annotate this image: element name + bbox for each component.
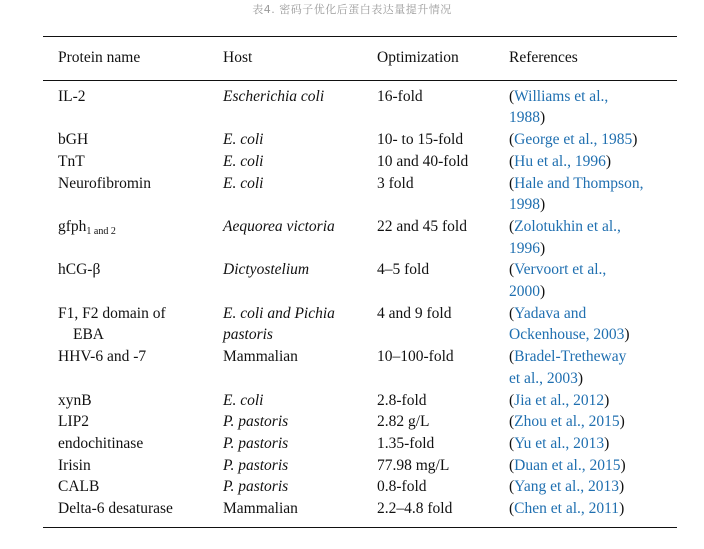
- reference-link[interactable]: Yadava and: [514, 304, 587, 322]
- protein-name-subscript: 1 and 2: [86, 225, 116, 237]
- open-paren: (: [509, 434, 515, 452]
- open-paren: (: [509, 217, 515, 235]
- open-paren: (: [509, 261, 515, 279]
- host-cell: [208, 303, 362, 346]
- reference-link[interactable]: 1988: [509, 109, 540, 127]
- table-row: [43, 476, 677, 498]
- open-paren: (: [509, 391, 515, 409]
- reference-cell: [494, 151, 677, 173]
- close-paren: ): [540, 239, 546, 257]
- reference-line: [509, 390, 677, 412]
- protein-name-text: Delta-6 desaturase: [58, 500, 173, 518]
- host-text: E. coli: [223, 131, 264, 149]
- protein-name-text: Neurofibromin: [58, 174, 151, 192]
- host-cell: [208, 173, 362, 216]
- table-row: [43, 151, 677, 173]
- reference-link[interactable]: Hu et al., 1996: [514, 152, 606, 170]
- reference-link[interactable]: Zhou et al., 2015: [514, 413, 620, 431]
- host-text: P. pastoris: [223, 434, 289, 452]
- protein-name-text: F1, F2 domain of: [58, 304, 166, 322]
- reference-link[interactable]: Yu et al., 2013: [514, 434, 605, 452]
- reference-link[interactable]: Yang et al., 2013: [514, 478, 619, 496]
- reference-cell: [494, 129, 677, 151]
- reference-link[interactable]: 1998: [509, 196, 540, 214]
- reference-link[interactable]: Bradel-Tretheway: [514, 348, 627, 366]
- host-cell: [208, 498, 362, 520]
- reference-cell: [494, 455, 677, 477]
- optimization-cell: 2.82 g/L: [377, 413, 430, 431]
- optimization-cell: 2.8-fold: [377, 391, 427, 409]
- reference-line: [509, 476, 677, 498]
- host-text: E. coli: [223, 152, 264, 170]
- reference-link[interactable]: 1996: [509, 239, 540, 257]
- reference-link[interactable]: George et al., 1985: [514, 131, 633, 149]
- close-paren: ): [619, 413, 625, 431]
- host-cell: [208, 216, 362, 259]
- protein-name-cell: [43, 173, 208, 216]
- protein-name-continuation: EBA: [73, 326, 104, 344]
- reference-cell: [494, 86, 677, 129]
- protein-name-cell: [43, 86, 208, 129]
- reference-line: [509, 281, 677, 303]
- host-cell: [208, 129, 362, 151]
- reference-link[interactable]: et al., 2003: [509, 369, 578, 387]
- header-optimization: Optimization: [377, 49, 459, 66]
- optimization-cell: 3 fold: [377, 174, 414, 192]
- header-references: References: [509, 49, 578, 66]
- reference-cell: [494, 346, 677, 389]
- reference-link[interactable]: Ockenhouse, 2003: [509, 326, 625, 344]
- open-paren: (: [509, 500, 515, 518]
- table-row: [43, 173, 677, 216]
- table-row: [43, 259, 677, 302]
- protein-name-text: bGH: [58, 131, 89, 149]
- open-paren: (: [509, 87, 515, 105]
- open-paren: (: [509, 348, 515, 366]
- close-paren: ): [540, 196, 546, 214]
- table-row: [43, 498, 677, 520]
- reference-line: [509, 107, 677, 129]
- optimization-cell: 2.2–4.8 fold: [377, 500, 453, 518]
- close-paren: ): [620, 456, 626, 474]
- table-header: [43, 37, 677, 80]
- protein-name-text: endochitinase: [58, 434, 144, 452]
- reference-link[interactable]: Zolotukhin et al.,: [514, 217, 621, 235]
- open-paren: (: [509, 478, 515, 496]
- host-text: P. pastoris: [223, 478, 289, 496]
- host-cell: [208, 259, 362, 302]
- protein-name-cell: [43, 390, 208, 412]
- protein-name-cell: [43, 216, 208, 259]
- host-text: Escherichia coli: [223, 87, 325, 105]
- reference-line: [509, 86, 677, 108]
- table-row: [43, 455, 677, 477]
- close-paren: ): [632, 131, 638, 149]
- open-paren: (: [509, 456, 515, 474]
- open-paren: (: [509, 304, 515, 322]
- close-paren: ): [540, 283, 546, 301]
- table-row: [43, 216, 677, 259]
- reference-line: [509, 455, 677, 477]
- optimization-cell: 10–100-fold: [377, 348, 454, 366]
- protein-name-cell: [43, 129, 208, 151]
- open-paren: (: [509, 413, 515, 431]
- header-host: Host: [223, 49, 253, 66]
- close-paren: ): [618, 478, 625, 496]
- host-cell: [208, 151, 362, 173]
- optimization-cell: 16-fold: [377, 87, 423, 105]
- host-cell: [208, 433, 362, 455]
- reference-link[interactable]: Chen et al., 2011: [514, 500, 620, 518]
- optimization-cell: 0.8-fold: [377, 478, 427, 496]
- optimization-cell: 4–5 fold: [377, 261, 430, 279]
- optimization-cell: 4 and 9 fold: [377, 304, 452, 322]
- reference-link[interactable]: Duan et al., 2015: [514, 456, 621, 474]
- reference-link[interactable]: Williams et al.,: [514, 87, 609, 105]
- protein-name-text: IL-2: [58, 87, 86, 105]
- bottom-rule: [43, 527, 677, 528]
- reference-link[interactable]: Jia et al., 2012: [514, 391, 605, 409]
- host-text: Mammalian: [223, 500, 298, 518]
- optimization-cell: 77.98 mg/L: [377, 456, 450, 474]
- table-body: [43, 81, 677, 527]
- host-cell: [208, 455, 362, 477]
- table-row: [43, 411, 677, 433]
- protein-name-cell: [43, 151, 208, 173]
- protein-name-text: xynB: [58, 391, 92, 409]
- reference-line: [509, 129, 677, 151]
- host-text: P. pastoris: [223, 413, 289, 431]
- reference-cell: [494, 259, 677, 302]
- close-paren: ): [604, 434, 610, 452]
- host-cell: [208, 476, 362, 498]
- protein-name-cell: [43, 433, 208, 455]
- reference-line: [509, 173, 677, 195]
- host-text: E. coli: [223, 174, 264, 192]
- host-text: Dictyostelium: [223, 261, 310, 279]
- reference-line: [509, 151, 677, 173]
- header-protein-name: Protein name: [58, 49, 141, 66]
- reference-line: [509, 303, 677, 325]
- protein-name-cell: [43, 411, 208, 433]
- protein-name-text: hCG-β: [58, 261, 101, 279]
- protein-name-cell: [43, 476, 208, 498]
- optimization-cell: 22 and 45 fold: [377, 217, 467, 235]
- reference-cell: [494, 498, 677, 520]
- protein-name-cell: [43, 259, 208, 302]
- open-paren: (: [509, 131, 515, 149]
- close-paren: ): [619, 500, 625, 518]
- reference-cell: [494, 476, 677, 498]
- close-paren: ): [540, 109, 546, 127]
- reference-cell: [494, 216, 677, 259]
- reference-link[interactable]: 2000: [509, 283, 540, 301]
- host-cell: [208, 346, 362, 389]
- host-text-continuation: pastoris: [223, 326, 273, 344]
- host-cell: [208, 86, 362, 129]
- host-text: P. pastoris: [223, 456, 289, 474]
- reference-line: [509, 194, 677, 216]
- host-text: E. coli: [223, 391, 264, 409]
- table-row: [43, 433, 677, 455]
- protein-name-cell: [43, 498, 208, 520]
- table-row: [43, 390, 677, 412]
- protein-name-text: gfph: [58, 217, 87, 235]
- host-text: Mammalian: [223, 348, 298, 366]
- close-paren: ): [604, 391, 610, 409]
- close-paren: ): [577, 369, 584, 387]
- protein-name-text: Irisin: [58, 456, 91, 474]
- close-paren: ): [624, 326, 630, 344]
- table-row: [43, 129, 677, 151]
- reference-cell: [494, 303, 677, 346]
- host-cell: [208, 390, 362, 412]
- protein-name-text: TnT: [58, 152, 85, 170]
- open-paren: (: [509, 174, 515, 192]
- reference-line: [509, 259, 677, 281]
- open-paren: (: [509, 152, 515, 170]
- reference-line: [509, 216, 677, 238]
- protein-name-text: HHV-6 and -7: [58, 348, 147, 366]
- close-paren: ): [605, 152, 612, 170]
- reference-line: [509, 368, 677, 390]
- protein-name-text: CALB: [58, 478, 100, 496]
- table-row: [43, 346, 677, 389]
- reference-cell: [494, 390, 677, 412]
- reference-link[interactable]: Hale and Thompson,: [514, 174, 644, 192]
- host-text: E. coli and Pichia: [223, 304, 335, 322]
- protein-name-cell: [43, 346, 208, 389]
- reference-cell: [494, 433, 677, 455]
- reference-line: [509, 433, 677, 455]
- table-caption: 表4. 密码子优化后蛋白表达量提升情况: [252, 3, 452, 16]
- reference-line: [509, 346, 677, 368]
- reference-line: [509, 324, 677, 346]
- optimization-cell: 1.35-fold: [377, 434, 435, 452]
- optimization-cell: 10 and 40-fold: [377, 152, 469, 170]
- host-text: Aequorea victoria: [223, 217, 335, 235]
- data-table: [43, 36, 677, 528]
- protein-name-text: LIP2: [58, 413, 89, 431]
- protein-name-cell: [43, 455, 208, 477]
- table-row: [43, 86, 677, 129]
- reference-cell: [494, 173, 677, 216]
- protein-name-cell: [43, 303, 208, 346]
- reference-line: [509, 411, 677, 433]
- reference-line: [509, 498, 677, 520]
- table-row: [43, 303, 677, 346]
- reference-cell: [494, 411, 677, 433]
- reference-line: [509, 238, 677, 260]
- optimization-cell: 10- to 15-fold: [377, 131, 464, 149]
- reference-link[interactable]: Vervoort et al.,: [514, 261, 607, 279]
- host-cell: [208, 411, 362, 433]
